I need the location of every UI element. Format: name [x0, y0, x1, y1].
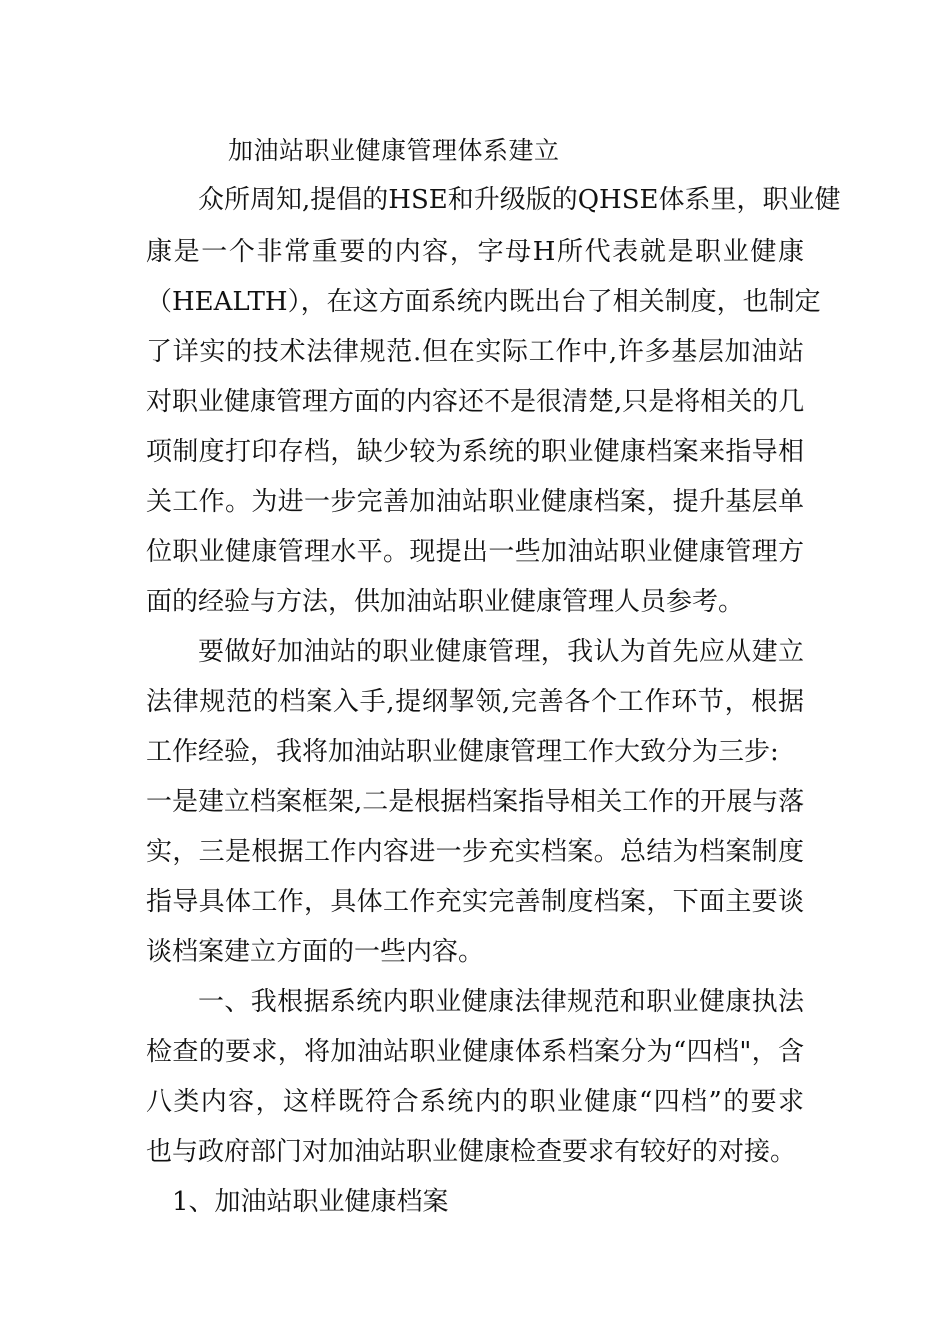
- paragraph-1-line-5: 对职业健康管理方面的内容还不是很清楚,只是将相关的几: [146, 387, 805, 417]
- paragraph-2-line-7: 谈档案建立方面的一些内容。: [146, 937, 485, 967]
- paragraph-3-line-1: 一、我根据系统内职业健康法律规范和职业健康执法: [198, 987, 804, 1017]
- paragraph-1-line-3: （HEALTH），在这方面系统内既出台了相关制度，也制定: [146, 287, 821, 317]
- paragraph-2-line-2: 法律规范的档案入手,提纲挈领,完善各个工作环节，根据: [146, 687, 804, 717]
- paragraph-1-line-2: 康是一个非常重要的内容，字母H所代表就是职业健康: [146, 237, 804, 267]
- paragraph-1-line-8: 位职业健康管理水平。现提出一些加油站职业健康管理方: [146, 537, 804, 567]
- paragraph-2-line-6: 指导具体工作，具体工作充实完善制度档案，下面主要谈: [146, 887, 804, 917]
- paragraph-2-line-1: 要做好加油站的职业健康管理，我认为首先应从建立: [198, 637, 804, 667]
- section-item-1: 1、加油站职业健康档案: [172, 1187, 449, 1217]
- paragraph-1-line-1: 众所周知,提倡的HSE和升级版的QHSE体系里，职业健: [198, 185, 841, 215]
- paragraph-3-line-2: 检查的要求，将加油站职业健康体系档案分为“四档"，含: [146, 1037, 804, 1067]
- paragraph-2-line-3: 工作经验，我将加油站职业健康管理工作大致分为三步:: [146, 737, 779, 767]
- paragraph-1-line-9: 面的经验与方法，供加油站职业健康管理人员参考。: [146, 587, 745, 617]
- paragraph-1-line-4: 了详实的技术法律规范.但在实际工作中,许多基层加油站: [146, 337, 804, 367]
- paragraph-2-line-5: 实，三是根据工作内容进一步充实档案。总结为档案制度: [146, 837, 804, 867]
- document-title: 加油站职业健康管理体系建立: [228, 136, 560, 165]
- paragraph-3-line-3: 八类内容，这样既符合系统内的职业健康“四档”的要求: [146, 1087, 804, 1117]
- paragraph-1-line-6: 项制度打印存档，缺少较为系统的职业健康档案来指导相: [146, 437, 804, 467]
- paragraph-2-line-4: 一是建立档案框架,二是根据档案指导相关工作的开展与落: [146, 787, 805, 817]
- paragraph-1-line-7: 关工作。为进一步完善加油站职业健康档案，提升基层单: [146, 487, 804, 517]
- paragraph-3-line-4: 也与政府部门对加油站职业健康检查要求有较好的对接。: [146, 1137, 797, 1167]
